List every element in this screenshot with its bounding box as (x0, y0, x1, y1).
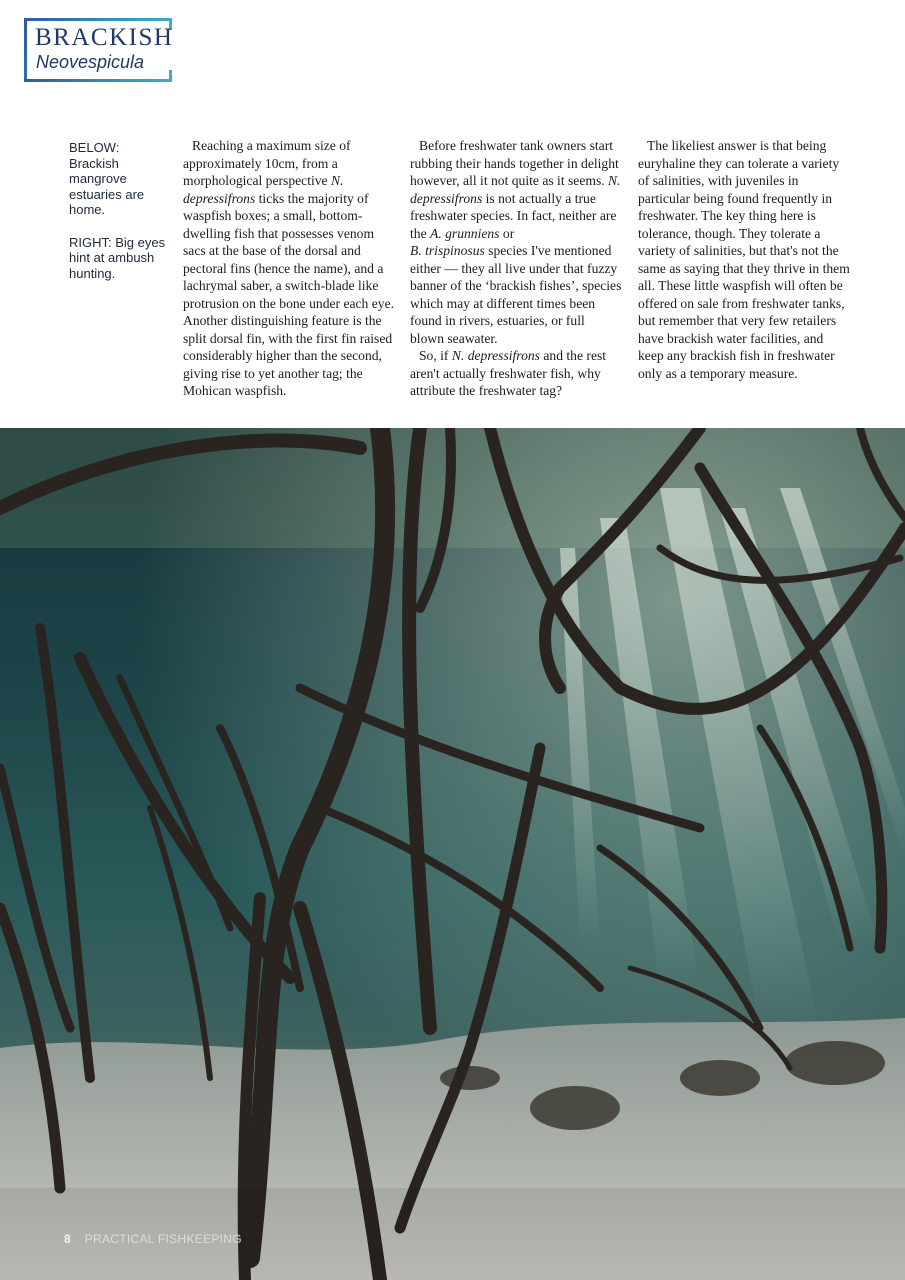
paragraph (183, 137, 395, 400)
caption-right (69, 235, 169, 282)
text-run: ticks the majority of waspfish boxes; a small, bottom-dwelling fish that possesses venom sacs at the base of the dorsal and pectoral fins (hence the name), and a lachrymal saber, a switch-blade like protrusion on the bone under each eye. Another distinguishing feature is the split dorsal fin, with the first fin raised considerably higher than the second, giving rise to yet another tag; the Mohican waspfish. (183, 190, 395, 398)
page-number: 8 (64, 1232, 71, 1246)
text-run: and the rest aren't actually freshwater fish, why attribute the freshwater tag? (410, 348, 607, 398)
tag-border-left (24, 18, 27, 82)
mangrove-illustration (0, 428, 905, 1280)
species-name: N. depressifrons (183, 173, 344, 206)
caption-label: BELOW: (69, 140, 120, 155)
caption-label: RIGHT: (69, 234, 112, 250)
paragraph (410, 137, 622, 347)
photo-captions (69, 140, 169, 298)
article-column-1 (183, 137, 395, 400)
text-run: or (499, 225, 515, 241)
mangrove-photo (0, 428, 905, 1280)
species-subtitle: Neovespicula (36, 52, 145, 72)
magazine-name: PRACTICAL FISHKEEPING (84, 1232, 242, 1246)
tag-border-bottom (24, 79, 172, 82)
text-run: is not actually a true freshwater species. In fact, neither are the (410, 190, 617, 241)
text-run: Reaching a maximum size of approximately 10cm, from a morphological perspective (183, 138, 351, 188)
species-name: A. grunniens (430, 225, 500, 241)
text-run: So, if (419, 348, 452, 363)
paragraph (410, 347, 622, 400)
caption-text: Brackish mangrove estuaries are home. (69, 155, 145, 217)
species-name: B. trispinosus (410, 243, 485, 258)
species-name: N. depressifrons (410, 173, 621, 206)
species-name: N. depressifrons (451, 348, 540, 363)
caption-below (69, 140, 169, 218)
tag-border-right-bottom (169, 70, 172, 82)
section-tag (24, 18, 174, 80)
page-footer (64, 1232, 242, 1248)
caption-text: Big eyes hint at ambush hunting. (69, 234, 166, 281)
text-run: Before freshwater tank owners start rubbing their hands together in delight however, all it not quite as it seems. (410, 138, 619, 188)
article-column-3 (638, 137, 850, 382)
paragraph: The likeliest answer is that being euryhaline they can tolerate a variety of salinities, with juveniles in particular being found frequently in freshwater. The key thing here is tolerance, though. They tolerate a variety of salinities, but that's not the same as saying that they thrive in them all. These little waspfish will often be offered on sale from freshwater tanks, but remember that very few retailers have brackish water facilities, and keep any brackish fish in freshwater only as a temporary measure. (638, 138, 850, 381)
tag-border-top (24, 18, 172, 21)
section-title: BRACKISH (35, 24, 174, 51)
text-run: species I've mentioned either — they all live under that fuzzy banner of the ‘brackish fishes’, species which may at different times been found in rivers, estuaries, or full blown seawater. (410, 243, 622, 346)
article-column-2 (410, 137, 622, 400)
